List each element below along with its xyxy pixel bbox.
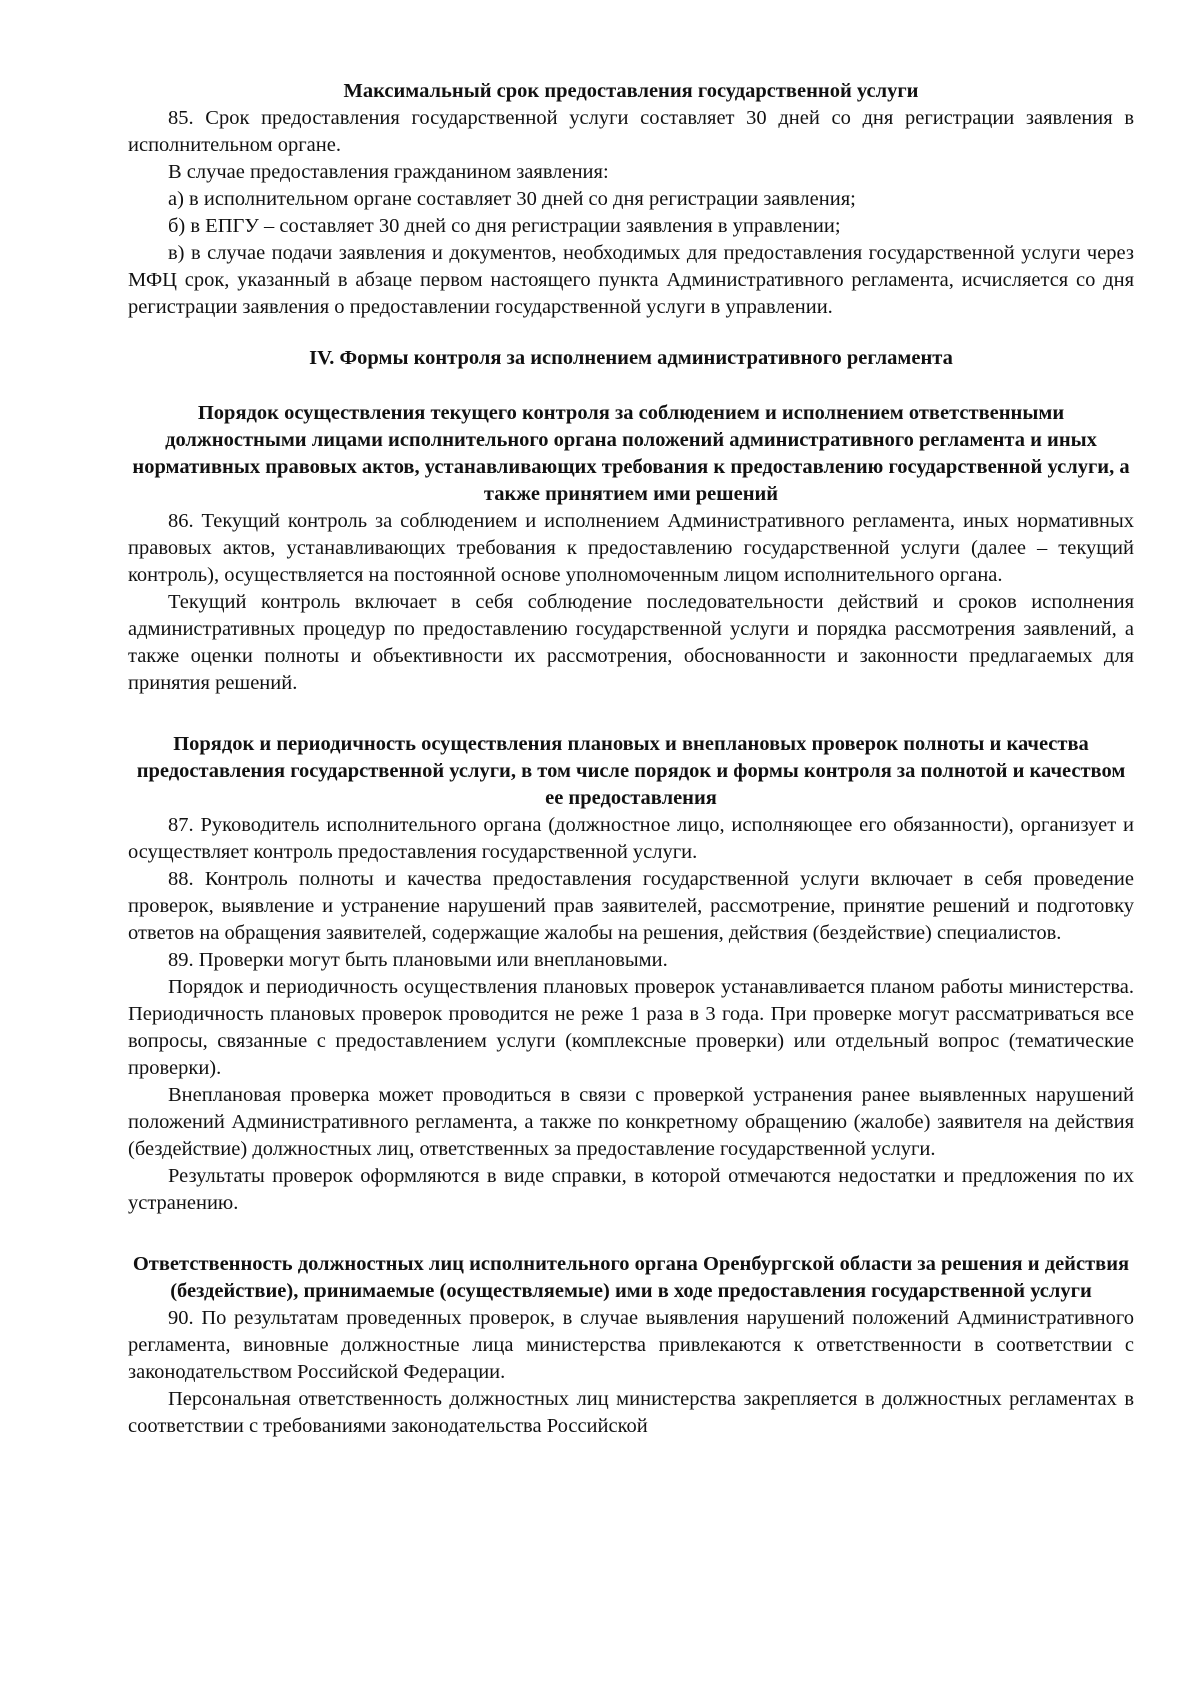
paragraph-89-results: Результаты проверок оформляются в виде справки, в которой отмечаются недостатки и предложения по их устранению.	[128, 1165, 1134, 1214]
paragraph-item-v: в) в случае подачи заявления и документов, необходимых для предоставления государственной услуги через МФЦ срок, указанный в абзаце первом настоящего пункта Административного регламента, исчисляется со дня регистрации заявления о предоставлении государственной услуги в управлении.	[128, 242, 1134, 318]
heading-max-term: Максимальный срок предоставления государственной услуги	[343, 80, 919, 102]
paragraph-88: 88. Контроль полноты и качества предоставления государственной услуги включает в себя проведение проверок, выявление и устранение нарушений прав заявителей, рассмотрение, принятие решений и подготовку ответов на обращения заявителей, содержащие жалобы на решения, действия (бездействие) специалистов.	[128, 868, 1134, 944]
paragraph-90-personal: Персональная ответственность должностных лиц министерства закрепляется в должностных регламентах в соответствии с требованиями законодательства Российской	[128, 1388, 1134, 1437]
paragraph-item-b: б) в ЕПГУ – составляет 30 дней со дня регистрации заявления в управлении;	[168, 215, 841, 237]
paragraph-90: 90. По результатам проведенных проверок, в случае выявления нарушений положений Административного регламента, виновные должностные лица министерства привлекаются к ответственности в соответствии с законодательством Российской Федерации.	[128, 1307, 1134, 1383]
paragraph-89: 89. Проверки могут быть плановыми или внеплановыми.	[168, 949, 668, 971]
heading-section-iv: IV. Формы контроля за исполнением административного регламента	[309, 347, 953, 369]
paragraph-89-unplanned: Внеплановая проверка может проводиться в связи с проверкой устранения ранее выявленных нарушений положений Административного регламента, а также по конкретному обращению (жалобе) заявителя на действия (бездействие) должностных лиц, ответственных за предоставление государственной услуги.	[128, 1084, 1134, 1160]
paragraph-86: 86. Текущий контроль за соблюдением и исполнением Административного регламента, иных нормативных правовых актов, устанавливающих требования к предоставлению государственной услуги (далее – текущий контроль), осуществляется на постоянной основе уполномоченным лицом исполнительного органа.	[128, 510, 1134, 586]
document-page	[128, 78, 1134, 1440]
paragraph-case: В случае предоставления гражданином заявления:	[168, 161, 609, 183]
paragraph-85: 85. Срок предоставления государственной услуги составляет 30 дней со дня регистрации заявления в исполнительном органе.	[128, 107, 1134, 156]
paragraph-87: 87. Руководитель исполнительного органа (должностное лицо, исполняющее его обязанности), организует и осуществляет контроль предоставления государственной услуги.	[128, 814, 1134, 863]
paragraph-86-cont: Текущий контроль включает в себя соблюдение последовательности действий и сроков исполнения административных процедур по предоставлению государственной услуги и порядка рассмотрения заявлений, а также оценки полноты и объективности их рассмотрения, обоснованности и законности предлагаемых для принятия решений.	[128, 591, 1134, 694]
heading-responsibility: Ответственность должностных лиц исполнительного органа Оренбургской области за решения и действия (бездействие), принимаемые (осуществляемые) ими в ходе предоставления государственной услуги	[132, 1253, 1130, 1302]
paragraph-89-planned: Порядок и периодичность осуществления плановых проверок устанавливается планом работы министерства. Периодичность плановых проверок проводится не реже 1 раза в 3 года. При проверке могут рассматриваться все вопросы, связанные с предоставлением услуги (комплексные проверки) или отдельный вопрос (тематические проверки).	[128, 976, 1134, 1079]
heading-current-control: Порядок осуществления текущего контроля за соблюдением и исполнением ответственными должностными лицами исполнительного органа положений административного регламента и иных нормативных правовых актов, устанавливающих требования к предоставлению государственной услуги, а также принятием ими решений	[132, 402, 1130, 505]
paragraph-item-a: а) в исполнительном органе составляет 30 дней со дня регистрации заявления;	[168, 188, 856, 210]
heading-checks: Порядок и периодичность осуществления плановых и внеплановых проверок полноты и качества предоставления государственной услуги, в том числе порядок и формы контроля за полнотой и качеством ее предоставления	[136, 733, 1126, 809]
